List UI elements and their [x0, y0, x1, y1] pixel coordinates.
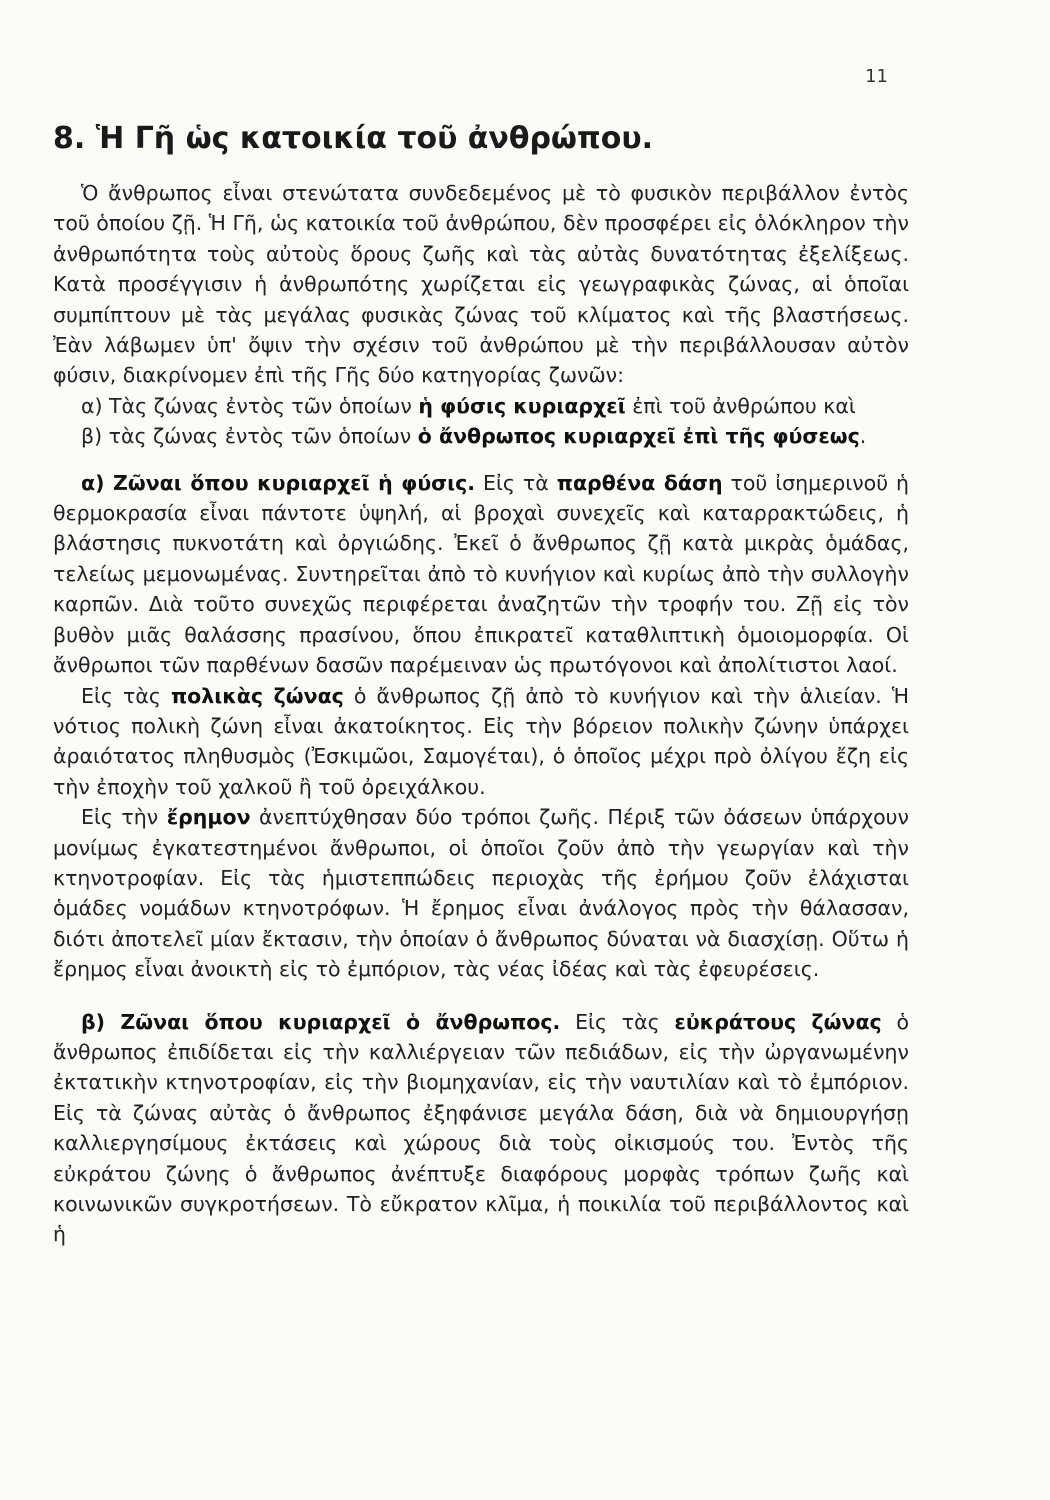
category-a-tail: ἐπὶ τοῦ ἀνθρώπου καὶ	[625, 393, 856, 418]
category-b-text: β) τὰς ζώνας ἐντὸς τῶν ὁποίων	[81, 424, 418, 449]
category-a	[53, 391, 909, 421]
section-a-p2-a: Εἰς τὰς	[81, 683, 171, 708]
section-a-p1-bold: παρθένα δάση	[556, 470, 723, 495]
section-a-p3-bold: ἔρημον	[166, 805, 251, 830]
category-b	[53, 421, 909, 451]
section-a-paragraph-3	[53, 802, 909, 984]
section-a-p1-b: τοῦ ἰσημερινοῦ ἡ θερμοκρασία εἶναι πάντοτε ὑψηλή, αἱ βροχαὶ συνεχεῖς καὶ καταρρακτώδεις, ἡ βλάστησις πυκνοτάτη καὶ ὀργιώδης. Ἐκεῖ ὁ ἄνθρωπος ζῇ κατὰ μικρὰς ὁμάδας, τελείως μεμονωμένας. Συντηρεῖται ἀπὸ τὸ κυνήγιον καὶ κυρίως ἀπὸ τὴν συλλογὴν καρπῶν. Διὰ τοῦτο συνεχῶς περιφέρεται ἀναζητῶν τὴν τροφήν του. Ζῇ εἰς τὸν βυθὸν μιᾶς θαλάσσης πρασίνου, ὅπου ἐπικρατεῖ καταθλιπτικὴ ὁμοιομορφία. Οἱ ἄνθρωποι τῶν παρθένων δασῶν παρέμειναν ὡς πρωτόγονοι καὶ ἀπολίτιστοι λαοί.	[53, 470, 910, 678]
section-a-heading: α) Ζῶναι ὅπου κυριαρχεῖ ἡ φύσις.	[81, 470, 476, 495]
section-a-p2-b: ὁ ἄνθρωπος ζῇ ἀπὸ τὸ κυνήγιον καὶ τὴν ἁλιείαν. Ἡ νότιος πολικὴ ζώνη εἶναι ἀκατοίκητος. Εἰς τὴν βόρειον πολικὴν ζώνην ὑπάρχει ἀραιότατος πληθυσμὸς (Ἐσκιμῶοι, Σαμογέται), ὁ ὁποῖος μέχρι πρὸ ὀλίγου ἔζη εἰς τὴν ἐποχὴν τοῦ χαλκοῦ ἢ τοῦ ὀρειχάλκου.	[53, 683, 909, 799]
category-b-tail: .	[859, 424, 867, 449]
section-a-p1-a: Εἰς τὰ	[475, 470, 557, 495]
section-b-paragraph-1	[53, 1007, 909, 1250]
section-a-p3-b: ἀνεπτύχθησαν δύο τρόποι ζωῆς. Πέριξ τῶν ὀάσεων ὑπάρχουν μονίμως ἐγκατεστημένοι ἄνθρωποι, οἱ ὁποῖοι ζοῦν ἀπὸ τὴν γεωργίαν καὶ τὴν κτηνοτροφίαν. Εἰς τὰς ἡμιστεππώδεις περιοχὰς τῆς ἐρήμου ζοῦν ἐλάχισται ὁμάδες νομάδων κτηνοτρόφων. Ἡ ἔρημος εἶναι ἀνάλογος πρὸς τὴν θάλασσαν, διότι ἀποτελεῖ μίαν ἔκτασιν, τὴν ὁποίαν ὁ ἄνθρωπος δύναται νὰ διασχίσῃ. Οὕτω ἡ ἔρημος εἶναι ἀνοικτὴ εἰς τὸ ἐμπόριον, τὰς νέας ἰδέας καὶ τὰς ἐφευρέσεις.	[53, 805, 909, 982]
section-b-p1-bold: εὐκράτους ζώνας	[674, 1009, 882, 1034]
section-b-p1-a: Εἰς τὰς	[560, 1009, 675, 1034]
section-a-paragraph-1	[53, 468, 909, 681]
intro-paragraph: Ὁ ἄνθρωπος εἶναι στενώτατα συνδεδεμένος μὲ τὸ φυσικὸν περιβάλλον ἐντὸς τοῦ ὁποίου ζῇ. Ἡ Γῆ, ὡς κατοικία τοῦ ἀνθρώπου, δὲν προσφέρει εἰς ὁλόκληρον τὴν ἀνθρωπότητα τοὺς αὐτοὺς ὅρους ζωῆς καὶ τὰς αὐτὰς δυνατότητας ἐξελίξεως. Κατὰ προσέγγισιν ἡ ἀνθρωπότης χωρίζεται εἰς γεωγραφικὰς ζώνας, αἱ ὁποῖαι συμπίπτουν μὲ τὰς μεγάλας φυσικὰς ζώνας τοῦ κλίματος καὶ τῆς βλαστήσεως. Ἐὰν λάβωμεν ὑπ' ὄψιν τὴν σχέσιν τοῦ ἀνθρώπου μὲ τὴν περιβάλλουσαν αὐτὸν φύσιν, διακρίνομεν ἐπὶ τῆς Γῆς δύο κατηγορίας ζωνῶν:	[53, 181, 909, 388]
section-b-p1-b: ὁ ἄνθρωπος ἐπιδίδεται εἰς τὴν καλλιέργειαν τῶν πεδιάδων, εἰς τὴν ὠργανωμένην ἐκτατικὴν κτηνοτροφίαν, εἰς τὴν βιομηχανίαν, εἰς τὴν ναυτιλίαν καὶ τὸ ἐμπόριον. Εἰς τὰ ζώνας αὐτὰς ὁ ἄνθρωπος ἐξηφάνισε μεγάλα δάση, διὰ νὰ δημιουργήσῃ καλλιεργησίμους ἐκτάσεις καὶ χώρους διὰ τοὺς οἰκισμούς του. Ἐντὸς τῆς εὐκράτου ζώνης ὁ ἄνθρωπος ἀνέπτυξε διαφόρους μορφὰς τρόπων ζωῆς καὶ κοινωνικῶν συγκροτήσεων. Τὸ εὔκρατον κλῖμα, ἡ ποικιλία τοῦ περιβάλλοντος καὶ ἡ	[53, 1009, 909, 1247]
page-content	[53, 120, 909, 1250]
section-b-heading: β) Ζῶναι ὅπου κυριαρχεῖ ὁ ἄνθρωπος.	[81, 1009, 561, 1034]
category-a-emphasis: ἡ φύσις κυριαρχεῖ	[418, 393, 626, 418]
section-a-paragraph-2	[53, 681, 909, 803]
section-a-p2-bold: πολικὰς ζώνας	[170, 683, 344, 708]
category-a-text: α) Τὰς ζώνας ἐντὸς τῶν ὁποίων	[81, 393, 419, 418]
section-a-p3-a: Εἰς τὴν	[81, 805, 167, 830]
category-b-emphasis: ὁ ἄνθρωπος κυριαρχεῖ ἐπὶ τῆς φύσεως	[417, 424, 860, 449]
page-number: 11	[865, 66, 888, 87]
page-title: 8. Ἡ Γῆ ὡς κατοικία τοῦ ἀνθρώπου.	[53, 121, 653, 156]
